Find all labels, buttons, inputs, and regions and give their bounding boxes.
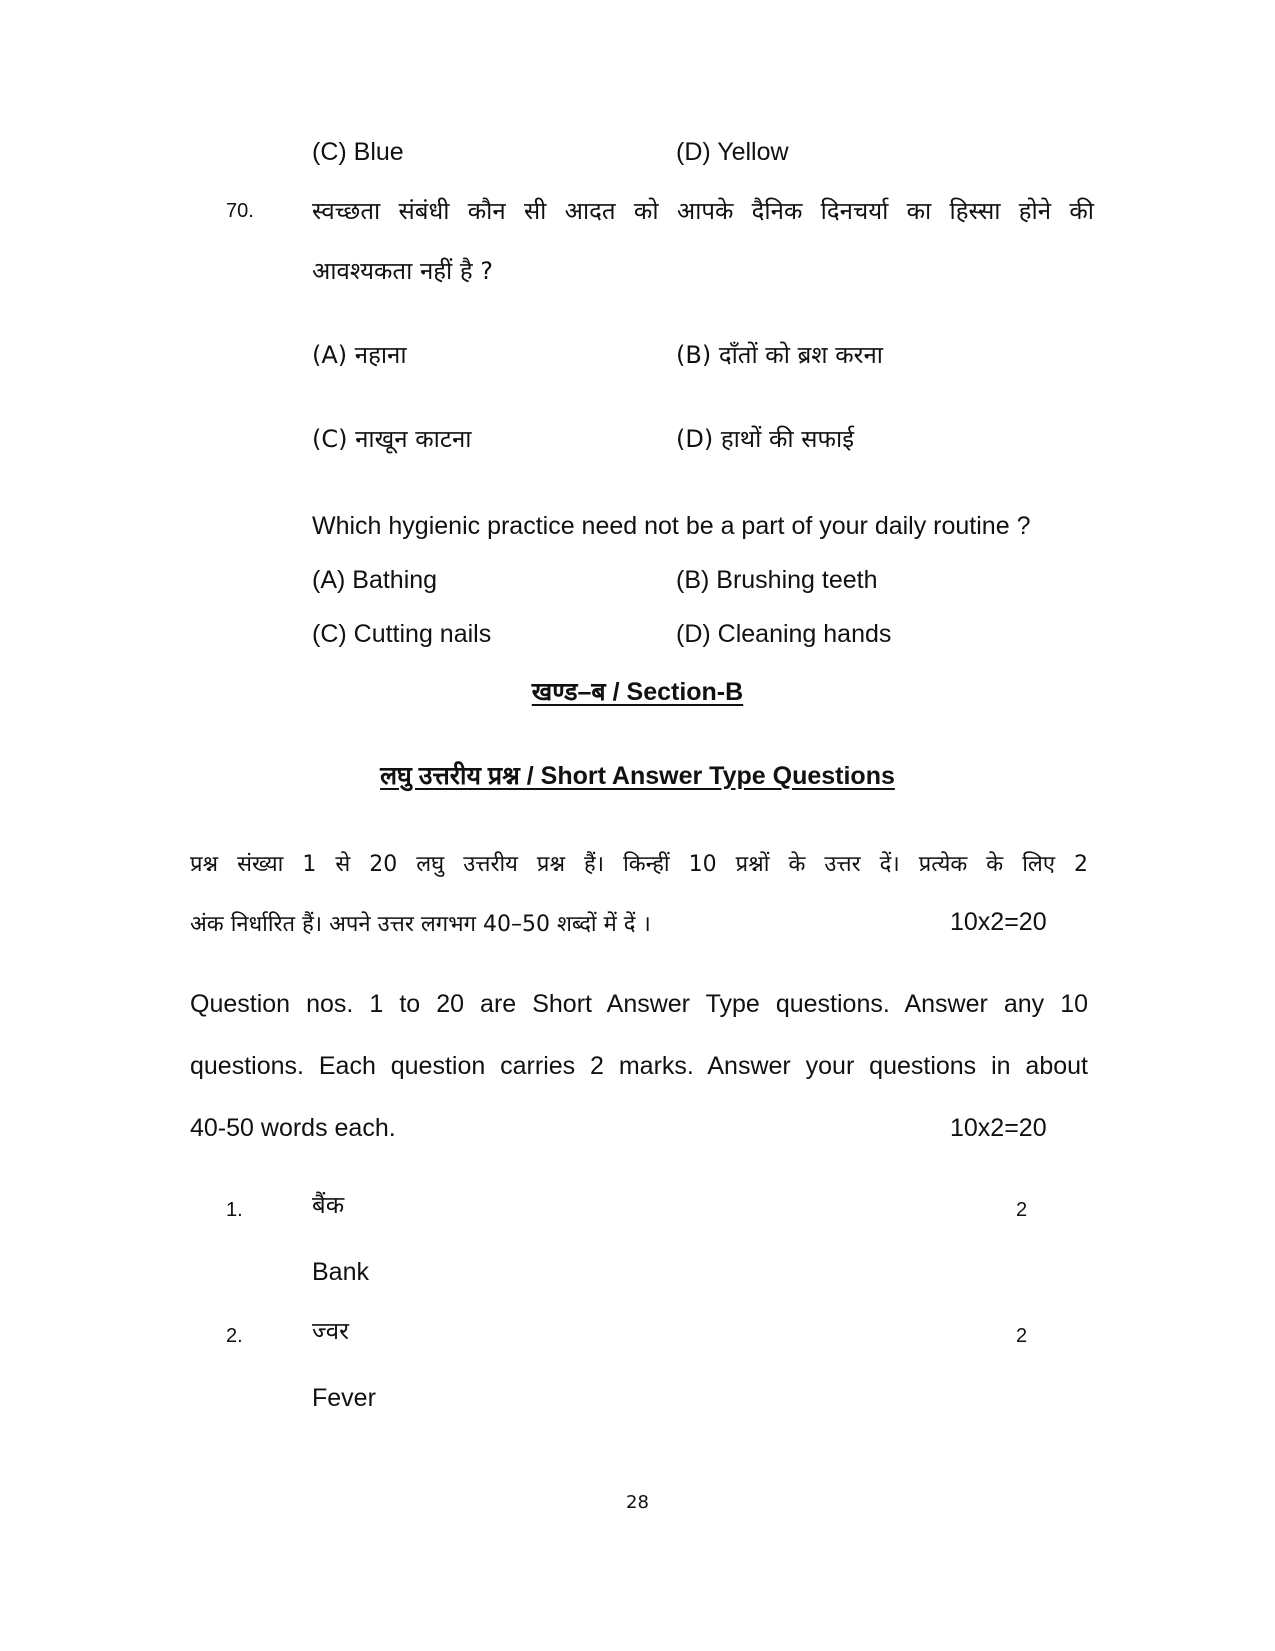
instructions-hindi-line2: अंक निर्धारित हैं। अपने उत्तर लगभग 40–50 शब्दों में दें । (190, 912, 651, 937)
question-marks: 2 (1016, 1199, 1028, 1221)
question-english: Fever (312, 1384, 376, 1412)
question-hindi: ज्वर (312, 1317, 349, 1345)
hindi-option-b: (B) दाँतों को ब्रश करना (676, 341, 884, 369)
marks-total-english: 10x2=20 (950, 1114, 1047, 1142)
hindi-option-a: (A) नहाना (312, 341, 407, 369)
question-number: 70. (226, 200, 254, 222)
english-option-a: (A) Bathing (312, 566, 438, 594)
section-subtitle (0, 758, 1275, 792)
section-title-text: खण्ड–ब / Section-B (531, 678, 744, 706)
question-70-hindi-line1: स्वच्छता संबंधी कौन सी आदत को आपके दैनिक दिनचर्या का हिस्सा होने की (312, 197, 1094, 225)
question-number: 1. (226, 1199, 243, 1221)
question-number: 2. (226, 1325, 243, 1347)
page-number: 28 (626, 1492, 649, 1513)
question-marks: 2 (1016, 1325, 1028, 1347)
prev-option-d: (D) Yellow (676, 138, 789, 166)
english-option-d: (D) Cleaning hands (676, 620, 892, 648)
english-option-b: (B) Brushing teeth (676, 566, 878, 594)
question-70-hindi-line2: आवश्यकता नहीं है ? (312, 257, 493, 285)
hindi-option-d: (D) हाथों की सफाई (676, 425, 854, 453)
instructions-english-line3: 40-50 words each. (190, 1114, 396, 1142)
prev-option-c: (C) Blue (312, 138, 404, 166)
question-english: Bank (312, 1258, 369, 1286)
section-subtitle-text: लघु उत्तरीय प्रश्न / Short Answer Type Questions (380, 762, 895, 790)
english-option-c: (C) Cutting nails (312, 620, 492, 648)
question-hindi: बैंक (312, 1191, 345, 1219)
hindi-option-c: (C) नाखून काटना (312, 425, 472, 453)
marks-total-hindi: 10x2=20 (950, 908, 1047, 936)
section-title (0, 674, 1275, 708)
instructions-hindi-line1: प्रश्न संख्या 1 से 20 लघु उत्तरीय प्रश्न हैं। किन्हीं 10 प्रश्नों के उत्तर दें। प्रत्येक के लिए 2 (190, 852, 1088, 877)
instructions-english-line2: questions. Each question carries 2 marks. Answer your questions in about (190, 1052, 1088, 1080)
instructions-english-line1: Question nos. 1 to 20 are Short Answer Type questions. Answer any 10 (190, 990, 1088, 1018)
question-70-english: Which hygienic practice need not be a part of your daily routine ? (312, 512, 1031, 540)
